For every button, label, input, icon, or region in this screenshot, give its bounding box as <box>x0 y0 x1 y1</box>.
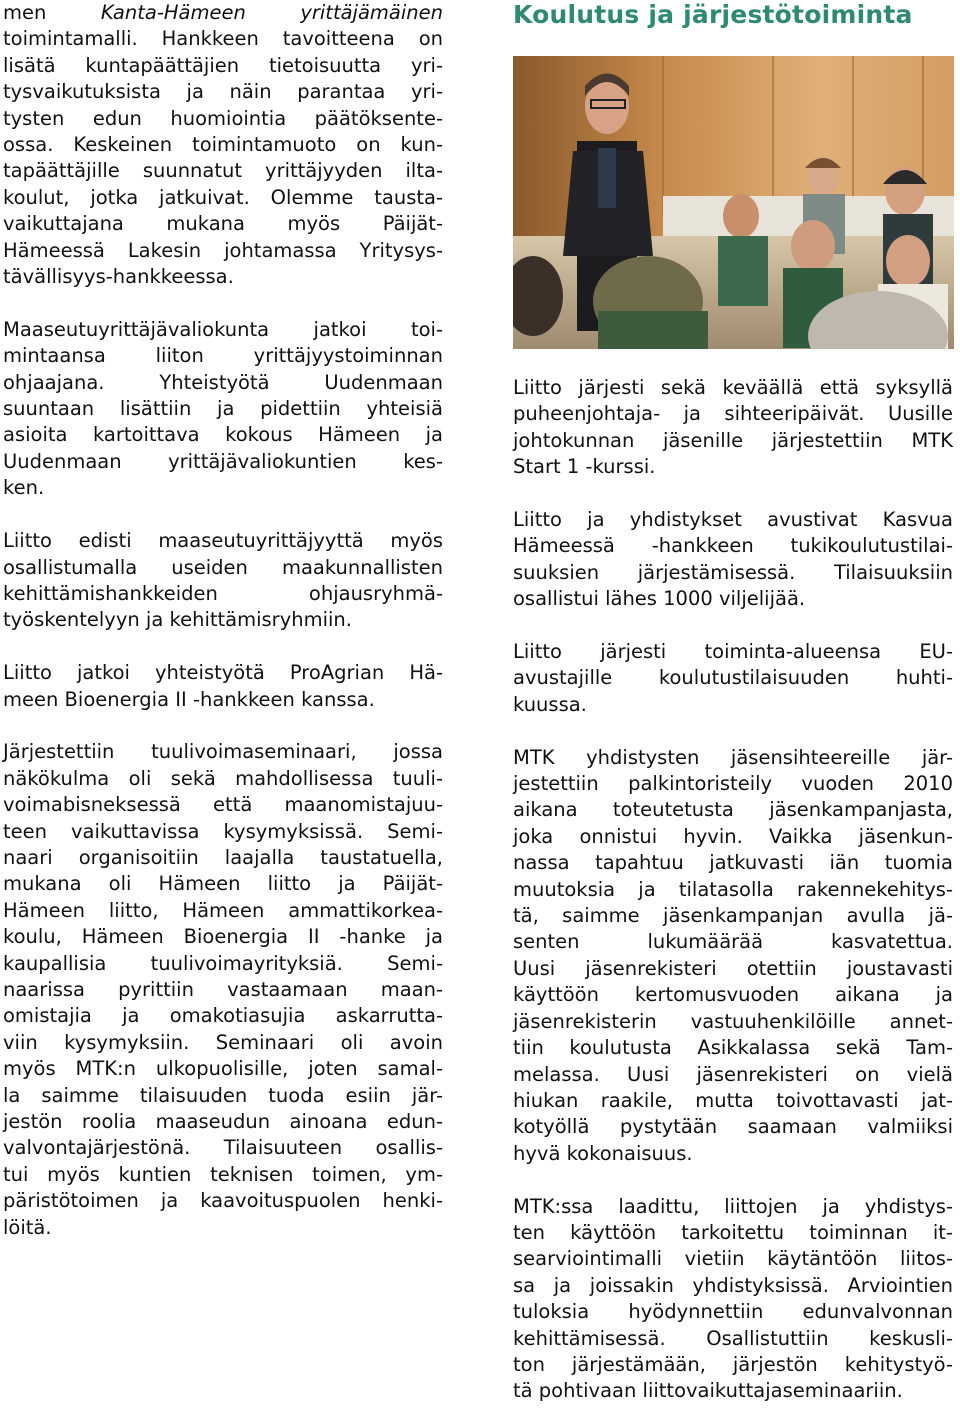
text-line: valvontajärjestönä. Tilaisuuteen osallis- <box>3 1136 443 1160</box>
text-line: tä, saimme jäsenkampanjan avulla jä- <box>513 904 953 928</box>
text-line: MTK:ssa laadittu, liittojen ja yhdistys- <box>513 1194 953 1218</box>
text-line: Maaseutuyrittäjävaliokunta jatkoi toi- <box>3 317 443 341</box>
text-line: kehittämishankkeiden ohjausryhmä- <box>3 581 443 605</box>
text-line: lisätä kuntapäättäjien tietoisuutta yri- <box>3 53 443 77</box>
text-line: Liitto järjesti sekä keväällä että syksyllä <box>513 376 953 399</box>
paragraph-gap <box>3 502 443 528</box>
text-line: men Kanta-Hämeen yrittäjämäinen <box>3 1 443 24</box>
paragraph <box>513 507 953 613</box>
paragraph <box>3 660 443 713</box>
text-line: mukana oli Hämeen liitto ja Päijät- <box>3 872 443 896</box>
text-line: Uusi jäsenrekisteri otettiin joustavasti <box>513 956 953 980</box>
text-line: joka onnistui hyvin. Vaikka jäsenkun- <box>513 824 953 848</box>
text-line: kaupallisia tuulivoimayrityksiä. Semi- <box>3 951 443 975</box>
text-line: hyvä kokonaisuus. <box>513 1141 693 1165</box>
text-line: löitä. <box>3 1215 52 1239</box>
text-line: koulu, Hämeen Bioenergia II -hanke ja <box>3 925 443 949</box>
text-line: jestettiin palkintoristeily vuoden 2010 <box>513 772 953 796</box>
seminar-photo <box>513 56 954 349</box>
text-line: naari organisoitiin laajalla taustatuella, <box>3 845 443 869</box>
text-line: Hämeessä Lakesin johtamassa Yritysys- <box>3 238 443 262</box>
text-line: osallistumalla useiden maakunnallisten <box>3 555 443 579</box>
text-line: Start 1 -kurssi. <box>513 455 656 479</box>
text-line: ohjaajana. Yhteistyötä Uudenmaan <box>3 370 443 394</box>
text-line: koulut, jotka jatkuivat. Olemme tausta- <box>3 185 443 209</box>
text-line: avustajille koulutustilaisuuden huhti- <box>513 666 953 690</box>
text-line: Hämeessä -hankkeen tukikoulutustilai- <box>513 534 953 558</box>
text-line: tapäättäjille suunnatut yrittäjyyden ilta- <box>3 159 443 183</box>
text-line: nassa tapahtuu jatkuvasti iän tuomia <box>513 851 953 875</box>
text-line: käyttöön kertomusvuoden aikana ja <box>513 983 953 1007</box>
text-line: toimintamalli. Hankkeen tavoitteena on <box>3 27 443 51</box>
text-line: Liitto edisti maaseutuyrittäjyyttä myös <box>3 529 443 553</box>
paragraph <box>513 639 953 718</box>
text-line: kehittämisessä. Osallistuttiin keskusli- <box>513 1326 953 1350</box>
paragraph <box>3 0 443 290</box>
paragraph-gap <box>513 1167 953 1193</box>
text-line: tiin koulutusta Asikkalassa sekä Tam- <box>513 1036 953 1060</box>
text-line: osallistui lähes 1000 viljelijää. <box>513 587 806 611</box>
text-line: tui myös kuntien teknisen toimen, ym- <box>3 1162 443 1186</box>
paragraph <box>3 739 443 1241</box>
paragraph-gap <box>3 713 443 739</box>
text-line: Liitto ja yhdistykset avustivat Kasvua <box>513 508 953 532</box>
text-line: päristötoimen ja kaavoituspuolen henki- <box>3 1189 443 1213</box>
text-line: ken. <box>3 476 45 500</box>
left-text-column <box>3 0 443 1241</box>
text-line: Hämeen liitto, Hämeen ammattikorkea- <box>3 898 443 922</box>
text-line: la saimme tilaisuuden tuoda esiin jär- <box>3 1083 443 1107</box>
text-line: Uudenmaan yrittäjävaliokuntien kes- <box>3 449 443 473</box>
text-line: jäsenrekisterin vastuuhenkilöille annet- <box>513 1009 953 1033</box>
paragraph <box>3 528 443 634</box>
text-line: sa ja joissakin yhdistyksissä. Arviointien <box>513 1273 953 1297</box>
text-line: senten lukumäärää kasvatettua. <box>513 930 953 954</box>
text-line: melassa. Uusi jäsenrekisteri on vielä <box>513 1062 953 1086</box>
paragraph-gap <box>513 613 953 639</box>
text-line: suuntaan lisättiin ja pidettiin yhteisiä <box>3 397 443 421</box>
text-line: Liitto järjesti toiminta-alueensa EU- <box>513 640 953 664</box>
text-line: kotyöllä pystytään saamaan valmiiksi <box>513 1115 953 1139</box>
text-line: tävällisyys-hankkeessa. <box>3 265 234 289</box>
text-line: asioita kartoittava kokous Hämeen ja <box>3 423 443 447</box>
text-line: meen Bioenergia II -hankkeen kanssa. <box>3 687 375 711</box>
paragraph-gap <box>3 634 443 660</box>
text-line: voimabisneksessä että maanomistajuu- <box>3 793 443 817</box>
right-text-column <box>513 375 953 1405</box>
text-line: aikana toteutetusta jäsenkampanjasta, <box>513 798 953 822</box>
text-line: omistajia ja omakotiasujia askarrutta- <box>3 1004 443 1028</box>
text-line: tä pohtivaan liittovaikuttajaseminaariin. <box>513 1379 903 1403</box>
text-line: johtokunnan jäsenille järjestettiin MTK <box>513 428 953 452</box>
text-line: myös MTK:n ulkopuolisille, joten samal- <box>3 1057 443 1081</box>
text-line: naarissa pyrittiin vastaamaan maan- <box>3 977 443 1001</box>
paragraph <box>513 375 953 481</box>
paragraph <box>3 317 443 502</box>
text-line: hiukan raakile, mutta toivottavasti jat- <box>513 1088 953 1112</box>
text-line: muutoksia ja tilatasolla rakennekehitys- <box>513 877 953 901</box>
paragraph <box>513 745 953 1168</box>
text-line: näkökulma oli sekä mahdollisessa tuuli- <box>3 766 443 790</box>
text-line: viin kysymyksiin. Seminaari oli avoin <box>3 1030 443 1054</box>
text-line: Liitto jatkoi yhteistyötä ProAgrian Hä- <box>3 661 443 685</box>
text-line: ten käyttöön tarkoitettu toiminnan it- <box>513 1220 953 1244</box>
text-line: jestön roolia maaseudun ainoana edun- <box>3 1110 443 1133</box>
text-line: teen vaikuttavissa kysymyksissä. Semi- <box>3 819 443 843</box>
text-line: tysvaikutuksista ja näin parantaa yri- <box>3 80 443 104</box>
text-line: tuloksia hyödynnettiin edunvalvonnan <box>513 1300 953 1324</box>
paragraph-gap <box>513 481 953 507</box>
text-line: Järjestettiin tuulivoimaseminaari, jossa <box>3 740 443 764</box>
text-line: suuksien järjestämisessä. Tilaisuuksiin <box>513 560 953 584</box>
text-line: työskentelyyn ja kehittämisryhmiin. <box>3 608 352 632</box>
section-heading: Koulutus ja järjestötoiminta <box>513 0 913 29</box>
text-line: mintaansa liiton yrittäjyystoiminnan <box>3 344 443 368</box>
text-line: kuussa. <box>513 692 587 716</box>
paragraph <box>513 1194 953 1405</box>
paragraph-gap <box>3 290 443 316</box>
text-line: vaikuttajana mukana myös Päijät- <box>3 212 443 236</box>
text-line: tysten edun huomiointia päätöksente- <box>3 106 443 130</box>
text-line: puheenjohtaja- ja sihteeripäivät. Uusille <box>513 402 953 426</box>
text-line: ton järjestämään, järjestön kehitystyö- <box>513 1352 953 1376</box>
paragraph-gap <box>513 718 953 744</box>
text-line: searviointimalli vietiin käytäntöön liitos- <box>513 1247 953 1271</box>
text-line: ossa. Keskeinen toimintamuoto on kun- <box>3 133 443 157</box>
text-line: MTK yhdistysten jäsensihteereille jär- <box>513 745 953 769</box>
